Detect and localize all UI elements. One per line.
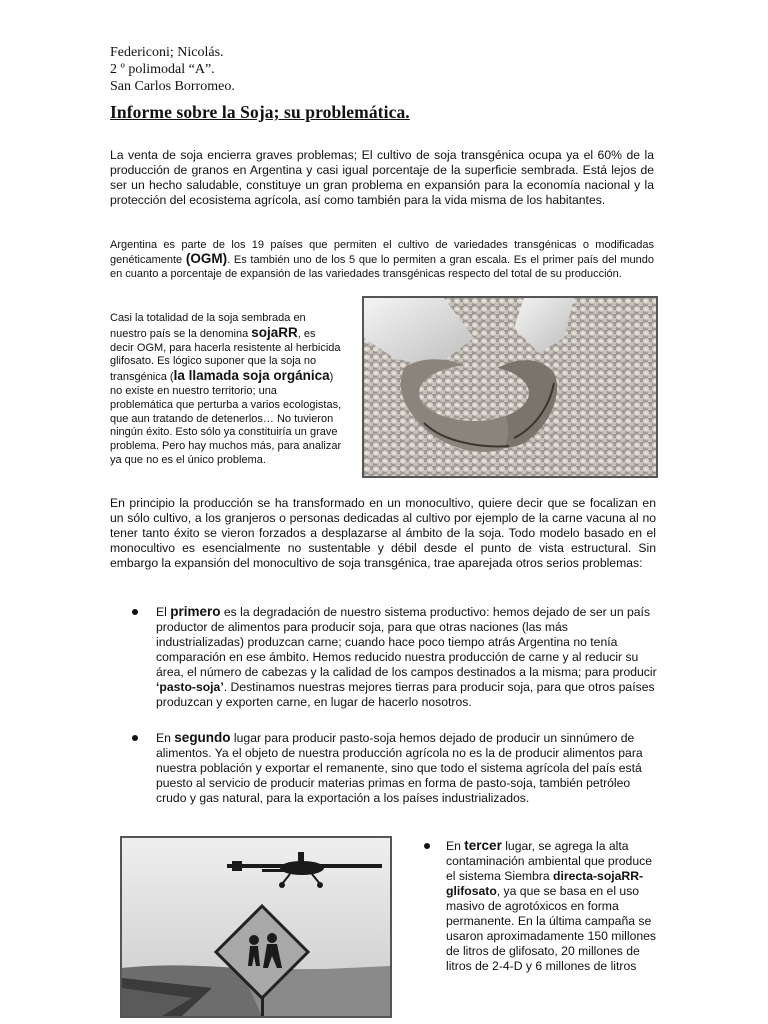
paragraph-text: Casi la totalidad de la soja sembrada en nuestro país se la denomina bbox=[110, 312, 306, 340]
bullet-text: En bbox=[446, 839, 465, 853]
paragraph-monocultivo: En principio la producción se ha transformado en un monocultivo, quiere decir que se focalizan en un sólo cultivo, a los granjeros o personas dedicadas al cultivo por ejemplo de la carne vacuna al no tener tanto éxito se vieron forzados a desplazarse al ámbito de la soja. Todo modelo basado en el monocultivo es esencialmente no sustentable y débil desde el punto de vista estructural. Sin embargo la expansión del monocultivo de soja transgénica, trae aparejada otros serios problemas: bbox=[110, 496, 656, 570]
paragraph-argentina bbox=[110, 238, 654, 281]
sojarr-term: sojaRR bbox=[251, 324, 298, 340]
pasto-soja-term: ‘pasto-soja’ bbox=[156, 680, 224, 694]
primero-term: primero bbox=[170, 604, 221, 619]
segundo-term: segundo bbox=[174, 730, 231, 745]
crop-duster-plane-photo bbox=[120, 836, 392, 1018]
bullet-dot bbox=[132, 609, 138, 615]
course-name: 2 º polimodal “A”. bbox=[110, 62, 215, 77]
paragraph-sojarr bbox=[110, 312, 342, 468]
bullet-text: , ya que se basa en el uso masivo de agrotóxicos en forma permanente. En la última campaña se usaron aproximadamente 150 millones de litros de glifosato, 20 millones de litros de 2-4-D y 6 millones de litros bbox=[446, 884, 657, 973]
bullet-dot bbox=[424, 843, 430, 849]
bullet-tercer bbox=[446, 838, 660, 974]
bullet-text: lugar para producir pasto-soja hemos dejado de producir un sinnúmero de alimentos. Ya el objeto de nuestra producción agrícola no es la de producir alimentos para nuestra población y exportar el remanente, sino que todo el sistema agrícola del país está puesto al servicio de producir materias primas en forma de pasto-soja, también petróleo crudo y gas natural, para la exportación a los países industrializados. bbox=[156, 731, 643, 805]
paragraph-text: ) no existe en nuestro territorio; una problemática que perturba a varios ecologistas, que aun tratando de detenerlos… No tuvieron ningún éxito. Esto sólo ya constituiría un grave problema. Pero hay muchos más, para analizar ya que no es el único problema. bbox=[110, 371, 342, 466]
bullet-text: . Destinamos nuestras mejores tierras para producir soja, para que otros países produzcan y exporten carne, en lugar de hacerlo nosotros. bbox=[156, 680, 655, 709]
document-header bbox=[110, 44, 235, 95]
system-term: directa-sojaRR-glifosato bbox=[446, 869, 644, 898]
bullet-text: El bbox=[156, 605, 171, 619]
bullet-dot bbox=[132, 735, 138, 741]
paragraph-text: , es decir OGM, para hacerla resistente al herbicida glifosato. Es lógico suponer que la soja no transgénica ( bbox=[110, 327, 341, 384]
bullet-text: es la degradación de nuestro sistema productivo: hemos dejado de ser un país productor de alimentos para producir soja, para que otras naciones (las más industrializadas) produzcan carne; cuando hace poco tiempo atrás Argentina no tenía comparación en ese ámbito. Hemos reducido nuestra producción de carne y al reducir su área, el número de cabezas y la calidad de los campos destinados a la misma; para producir bbox=[156, 605, 657, 679]
school-name: San Carlos Borromeo. bbox=[110, 79, 235, 94]
tercer-term: tercer bbox=[464, 838, 502, 853]
bullet-text: En bbox=[156, 731, 175, 745]
paragraph-text: . Es también uno de los 5 que lo permiten a gran escala. Es el primer país del mundo en cuanto a porcentaje de expansión de las variedades transgénicas respecto del total de su producción. bbox=[110, 254, 654, 280]
document-title: Informe sobre la Soja; su problemática. bbox=[110, 102, 410, 122]
paragraph-intro: La venta de soja encierra graves problemas; El cultivo de soja transgénica ocupa ya el 60% de la producción de granos en Argentina y casi igual porcentaje de la superficie sembrada. Está lejos de ser un hecho saludable, constituye un gran problema en expansión para la economía nacional y la protección del ecosistema agrícola, así como también para la vida misma de los habitantes. bbox=[110, 148, 654, 207]
bullet-text: lugar, se agrega la alta contaminación ambiental que produce el sistema Siembra bbox=[446, 839, 652, 883]
author-name: Federiconi; Nicolás. bbox=[110, 45, 224, 60]
paragraph-text: Argentina es parte de los 19 países que permiten el cultivo de variedades transgénicas o modificadas genéticamente bbox=[110, 239, 654, 266]
organica-term: la llamada soja orgánica bbox=[173, 368, 330, 384]
hands-holding-soybeans-photo bbox=[362, 296, 658, 478]
bullet-primero bbox=[156, 604, 658, 710]
ogm-term: (OGM) bbox=[185, 251, 228, 266]
bullet-segundo bbox=[156, 730, 658, 806]
